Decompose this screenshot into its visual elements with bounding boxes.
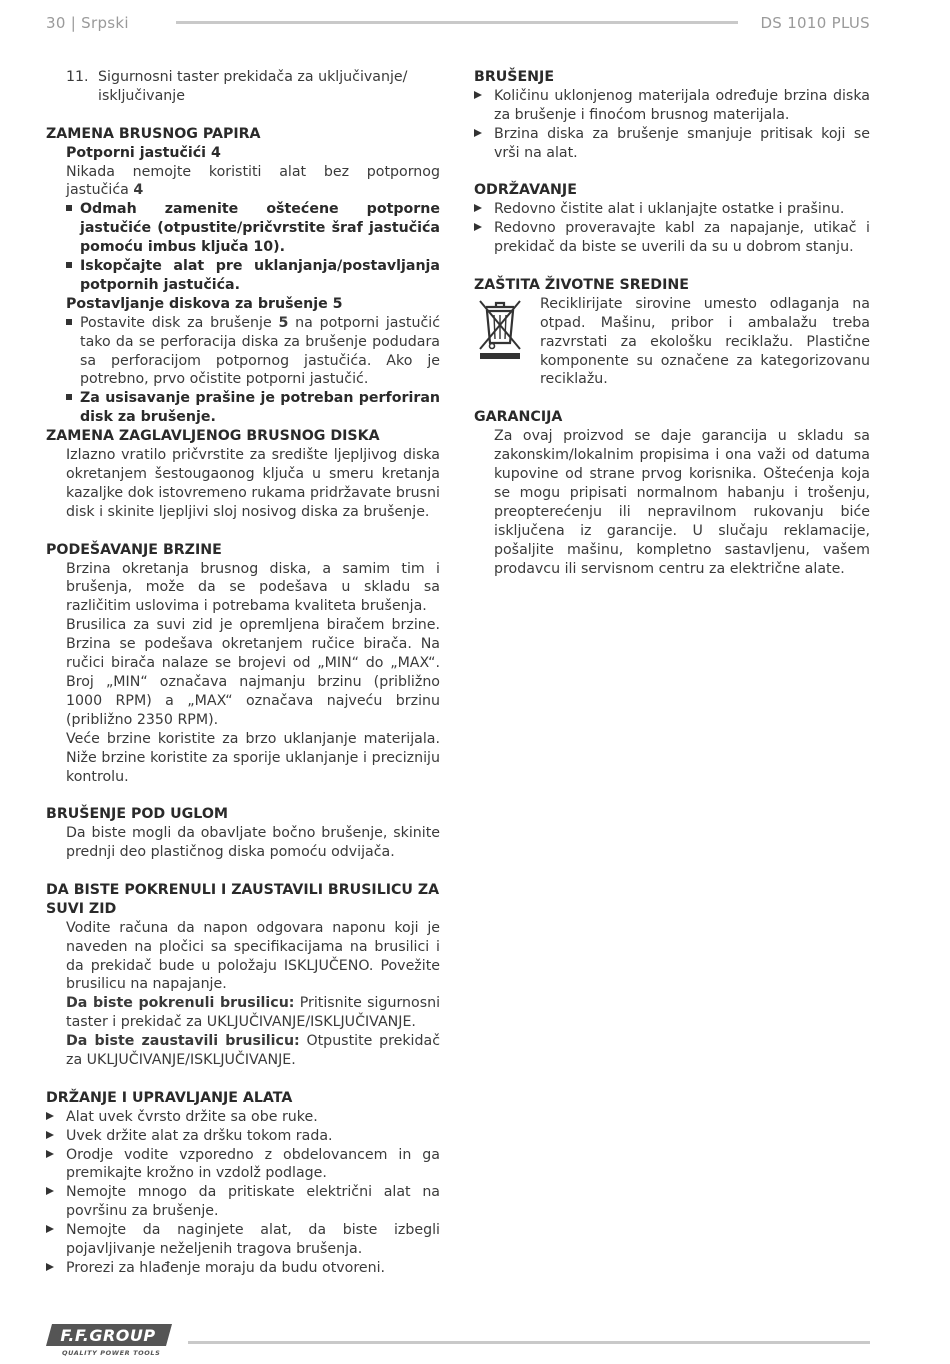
list-item: Nemojte da naginjete alat, da biste izbegli pojavljivanje neželjenih tragova brušenja. (46, 1221, 440, 1259)
triangle-bullet-icon (46, 1108, 66, 1127)
list-item-11 (66, 68, 440, 106)
list-item: Redovno čistite alat i uklanjajte ostatke i prašinu. (474, 200, 870, 219)
paragraph-stuck-disc: Izlazno vratilo pričvrstite za središte ljepljivog diska okretanjem šestougaonog ključa u smeru kretanja kazaljke dok istovremeno rukama pridržavate brusni disk i skinite ljepljivi sloj nosivog diska za brušenje. (66, 447, 440, 520)
section-title-handling: DRŽANJE I UPRAVLJANJE ALATA (46, 1089, 293, 1106)
section-title-maintenance: ODRŽAVANJE (474, 182, 577, 199)
list-item: Odmah zamenite oštećene potporne jastučiće (otpustite/pričvrstite šraf jastučića pomoću imbus ključa 10). (66, 200, 440, 257)
square-bullet-icon (66, 389, 80, 427)
list-item: Redovno proveravajte kabl za napajanje, utikač i prekidač da biste se uverili da su u dobrom stanju. (474, 219, 870, 257)
triangle-bullet-icon (474, 219, 494, 257)
paragraph-stop: Da biste zaustavili brusilicu: Otpustite prekidač za UKLJUČIVANJE/ISKLJUČIVANJE. (66, 1033, 441, 1069)
section-title-sandpaper: ZAMENA BRUSNOG PAPIRA (46, 125, 261, 142)
triangle-bullet-icon (46, 1221, 66, 1259)
section-title-environment: ZAŠTITA ŽIVOTNE SREDINE (474, 276, 689, 293)
header-rule (176, 21, 738, 24)
paragraph-warranty: Za ovaj proizvod se daje garancija u skladu sa zakonskim/lokalnim propisima i ona važi od datuma kupovine od strane prvog korisnika. Oštećenja koja se mogu pripisati normalnom habanju i trošenju, preopterećenju ili nepravilnom rukovanju biće isključena iz garancije. U slučaju reklamacije, pošaljite mašinu, kompletno sastavljenu, vašem prodavcu ili servisnom centru za električne alate. (494, 428, 870, 577)
footer-rule (188, 1341, 870, 1344)
section-title-angle: BRUŠENJE POD UGLOM (46, 806, 229, 823)
triangle-bullet-icon (46, 1146, 66, 1184)
paragraph-angle: Da biste mogli da obavljate bočno brušenje, skinite prednji deo plastičnog diska pomoću odvijača. (66, 825, 440, 861)
environment-block (474, 295, 870, 390)
paragraph-speed-1: Brzina okretanja brusnog diska, a samim tim i brušenja, može da se podešava u skladu sa različitim uslovima i potrebama kvaliteta brušenja. (66, 560, 440, 615)
list-item: Alat uvek čvrsto držite sa obe ruke. (46, 1108, 440, 1127)
square-bullet-icon (66, 200, 80, 257)
list-item: Brzina diska za brušenje smanjuje pritisak koji se vrši na alat. (474, 125, 870, 163)
triangle-bullet-icon (46, 1259, 66, 1278)
triangle-bullet-icon (46, 1127, 66, 1146)
list-item: Postavite disk za brušenje 5 na potporni jastučić tako da se perforacija diska za brušenje podudara sa perforacijom potpornog jastučića. Ako je potrebno, prvo očistite potporni jastučić. (66, 314, 440, 390)
subheading-mounting-discs: Postavljanje diskova za brušenje 5 (66, 295, 343, 312)
list-item: Za usisavanje prašine je potreban perforiran disk za brušenje. (66, 389, 440, 427)
item-text: Sigurnosni taster prekidača za uključivanje/ isključivanje (98, 69, 408, 104)
paragraph-backing-pads: Nikada nemojte koristiti alat bez potpornog jastučića 4 (66, 163, 440, 199)
page-number-language: 30 | Srpski (46, 14, 129, 32)
right-column (474, 68, 870, 578)
list-item: Količinu uklonjenog materijala određuje brzina diska za brušenje i finoćom brusnog materijala. (474, 87, 870, 125)
section-title-stuck-disc: ZAMENA ZAGLAVLJENOG BRUSNOG DISKA (46, 428, 380, 445)
square-bullet-icon (66, 314, 80, 390)
brand-logo (46, 1322, 176, 1360)
triangle-bullet-icon (474, 87, 494, 125)
item-number: 11. (66, 69, 89, 85)
section-title-speed: PODEŠAVANJE BRZINE (46, 541, 222, 558)
paragraph-speed-3: Veće brzine koristite za brzo uklanjanje materijala. Niže brzine koristite za sporije uklanjanje i precizniju kontrolu. (66, 730, 440, 785)
paragraph-environment: Reciklirijate sirovine umesto odlaganja na otpad. Mašinu, pribor i ambalažu treba razvrstati za ekološku reciklažu. Plastične komponente su označene za kategorizovanu reciklažu. (540, 295, 870, 388)
list-item: Orodje vodite vzporedno z obdelovancem in ga premikajte krožno in vzdolž podlage. (46, 1146, 440, 1184)
paragraph-start: Da biste pokrenuli brusilicu: Pritisnite sigurnosni taster i prekidač za UKLJUČIVANJE/ISKLJUČIVANJE. (66, 995, 441, 1031)
paragraph-start-stop: Vodite računa da napon odgovara naponu koji je naveden na pločici sa specifikacijama na brusilici i da prekidač bude u položaju ISKLJUČENO. Povežite brusilicu na napajanje. (66, 919, 440, 993)
list-item: Uvek držite alat za dršku tokom rada. (46, 1127, 440, 1146)
triangle-bullet-icon (474, 200, 494, 219)
section-title-warranty: GARANCIJA (474, 409, 563, 426)
svg-text:QUALITY POWER TOOLS: QUALITY POWER TOOLS (62, 1349, 161, 1356)
list-item: Iskopčajte alat pre uklanjanja/postavljanja potpornih jastučića. (66, 257, 440, 295)
list-item: Nemojte mnogo da pritiskate električni alat na površinu za brušenje. (46, 1183, 440, 1221)
triangle-bullet-icon (474, 125, 494, 163)
list-item: Prorezi za hlađenje moraju da budu otvoreni. (46, 1259, 440, 1278)
section-title-sanding: BRUŠENJE (474, 69, 555, 85)
subheading-backing-pads: Potporni jastučići 4 (66, 144, 221, 161)
paragraph-speed-2: Brusilica za suvi zid je opremljena biračem brzine. Brzina se podešava okretanjem ručice birača. Na ručici birača nalaze se brojevi od „MIN“ do „MAX“. Broj „MIN“ označava najmanju brzinu (približno 1000 RPM) a „MAX“ označava najveću brzinu (približno 2350 RPM). (66, 617, 440, 728)
square-bullet-icon (66, 257, 80, 295)
left-column (46, 68, 440, 1278)
model-name: DS 1010 PLUS (760, 14, 870, 32)
svg-text:F.F.GROUP: F.F.GROUP (60, 1326, 156, 1345)
crossed-out-wheelie-bin-icon (474, 295, 540, 390)
section-title-start-stop: DA BISTE POKRENULI I ZAUSTAVILI BRUSILICU ZA SUVI ZID (46, 881, 440, 917)
triangle-bullet-icon (46, 1183, 66, 1221)
